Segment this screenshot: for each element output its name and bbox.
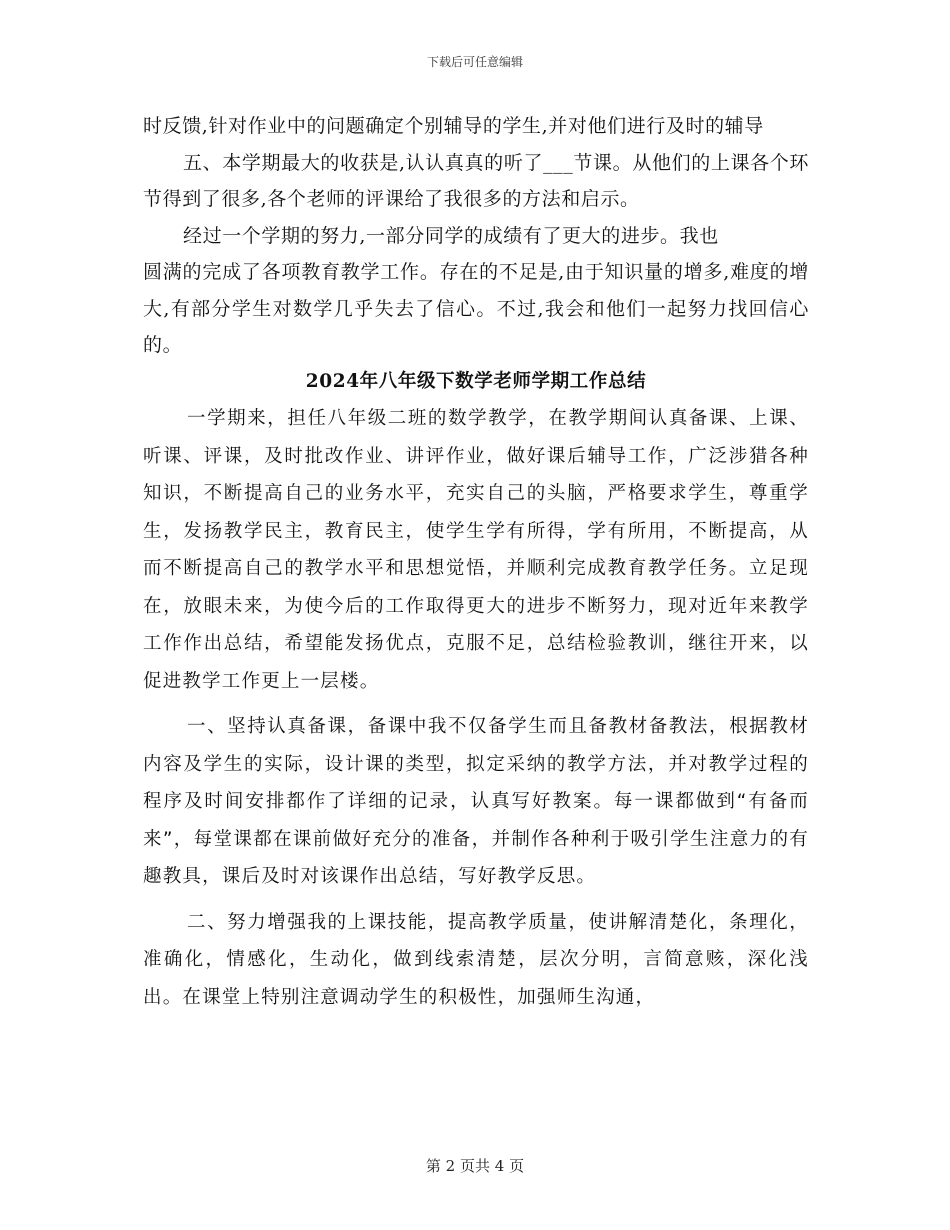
paragraph: 一学期来，担任八年级二班的数学教学，在教学期间认真备课、上课、听课、评课，及时批改作业、讲评作业，做好课后辅导工作，广泛涉猎各种知识，不断提高自己的业务水平，充实自己的头脑，严格要求学生，尊重学生，发扬教学民主，教育民主，使学生学有所得，学有所用，不断提高，从而不断提高自己的教学水平和思想觉悟，并顺利完成教育教学任务。立足现在，放眼未来，为使今后的工作取得更大的进步不断努力，现对近年来教学工作作出总结，希望能发扬优点，克服不足，总结检验教训，继往开来，以促进教学工作更上一层楼。	[143, 408, 809, 692]
summary-section	[143, 400, 809, 1016]
paragraph: 圆满的完成了各项教育教学工作。存在的不足是,由于知识量的增多,难度的增大,有部分学生对数学几乎失去了信心。不过,我会和他们一起努力找回信心的。	[143, 261, 809, 356]
page-header: 下载后可任意编辑	[426, 55, 523, 69]
previous-section-continuation	[143, 108, 809, 364]
paragraph: 经过一个学期的努力,一部分同学的成绩有了更大的进步。我也	[183, 224, 719, 247]
paragraph: 时反馈,针对作业中的问题确定个别辅导的学生,并对他们进行及时的辅导	[143, 115, 764, 137]
paragraph: 五、本学期最大的收获是,认认真真的听了___节课。从他们的上课各个环节得到了很多,各个老师的评课给了我很多的方法和启示。	[143, 151, 809, 210]
paragraph: 一、坚持认真备课，备课中我不仅备学生而且备教材备教法，根据教材内容及学生的实际，设计课的类型，拟定采纳的教学方法，并对教学过程的程序及时间安排都作了详细的记录，认真写好教案。每一课都做到“有备而来”，每堂课都在课前做好充分的准备，并制作各种利于吸引学生注意力的有趣教具，课后及时对该课作出总结，写好教学反思。	[143, 716, 809, 887]
paragraph: 二、努力增强我的上课技能，提高教学质量，使讲解清楚化，条理化，准确化，情感化，生动化，做到线索清楚，层次分明，言简意赅，深化浅出。在课堂上特别注意调动学生的积极性，加强师生沟通，	[143, 911, 809, 1008]
document-title: 2024年八年级下数学老师学期工作总结	[305, 370, 647, 392]
page-number: 第 2 页共 4 页	[425, 1157, 525, 1175]
document-body	[143, 108, 809, 1016]
